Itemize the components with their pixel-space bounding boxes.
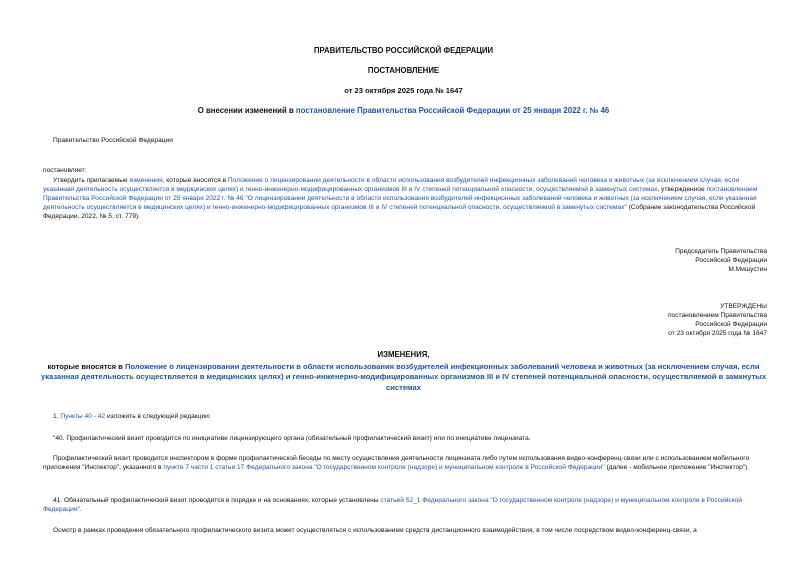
paragraph-visit-form	[43, 454, 770, 472]
changes-title: ИЗМЕНЕНИЯ,	[377, 350, 430, 359]
changes-subtitle	[40, 362, 767, 393]
approve-paragraph	[43, 176, 770, 221]
approved-label: УТВЕРЖДЕНЫ	[720, 303, 767, 310]
item-1	[43, 412, 770, 421]
approve-text-2: , которые вносятся в	[162, 177, 228, 184]
changes-subtitle-prefix: которые вносятся в	[47, 362, 125, 371]
approved-by: постановлением Правительства	[667, 312, 767, 320]
visit-text-2: (далее - мобильное приложение "Инспектор").	[604, 464, 750, 472]
item-1-text: изложить в следующей редакции:	[105, 413, 211, 420]
signature-organization: Российской Федерации	[695, 257, 767, 265]
paragraph-40: "40. Профилактический визит проводится по инициативе лицензирующего органа (обязательный профилактический визит) или по инициативе лицензиата.	[53, 435, 531, 442]
changes-regulation-link[interactable]: Положение о лицензировании деятельности в области использования возбудителей инфекционных заболеваний человека и животных (за исключением случая, если указанная деятельность осуществляется в медицинских целях) и генно-инженерно-модифицированных организмов III и IV степеней потенциальной опасности, осуществляемой в замкнутых системах	[40, 362, 766, 392]
approve-text-3: , утвержденное	[657, 186, 707, 194]
document-title	[0, 106, 807, 117]
decides-text: постановляет:	[43, 167, 87, 174]
federal-law-article-17-link[interactable]: пункте 7 части 1 статьи 17 Федерального закона "О государственном контроле (надзоре) и муниципальном контроле в Российской Федерации"	[163, 464, 605, 472]
approve-text-5: (Собрание законодательства Российской Федерации, 2022, № 5, ст. 779).	[43, 204, 756, 221]
document-type: ПОСТАНОВЛЕНИЕ	[367, 66, 440, 75]
approved-date-number: от 23 октября 2025 года № 1647	[668, 330, 767, 338]
visit-text-1: Профилактический визит проводится инспектором в форме профилактической беседы по месту осуществления деятельности лицензиата либо путем использования видео-конференц-связи или с использованием мобильного приложения "Инспектор", указанного в	[43, 455, 750, 472]
article-52-1-link[interactable]: статьей 52_1 Федерального закона "О государственном контроле (надзоре) и муниципальном контроле в Российской Федерации"	[43, 497, 743, 514]
document-title-prefix: О внесении изменений в	[197, 106, 296, 115]
regulation-link[interactable]: Положение о лицензировании деятельности в области использования возбудителей инфекционных заболеваний человека и животных (за исключением случая, если указанная деятельность осуществляется в медицинских целях) и генно-инженерно-модифицированных организмов III и IV степеней потенциальной опасности, осуществляемой в замкнутых системах	[43, 177, 740, 194]
amended-resolution-link[interactable]: постановление Правительства Российской Федерации от 25 января 2022 г. № 46	[295, 106, 610, 115]
approved-stamp	[467, 302, 767, 338]
approve-text-1: Утвердить прилагаемые	[53, 177, 130, 184]
paragraph-inspection: Осмотр в рамках проведения обязательного профилактического визита может осуществляться с использованием средств дистанционного взаимодействия, в том числе посредством видео-конференц-связи, а	[53, 527, 697, 534]
signature-position: Председатель Правительства	[675, 248, 767, 255]
paragraph-41	[43, 496, 770, 514]
issuer-text: Правительство Российской Федерации	[53, 137, 173, 144]
changes-link[interactable]: изменения	[129, 177, 163, 184]
resolution-46-link[interactable]: постановлением Правительства Российской Федерации от 25 января 2022 г. № 46	[43, 186, 758, 203]
government-heading: ПРАВИТЕЛЬСТВО РОССИЙСКОЙ ФЕДЕРАЦИИ	[313, 46, 494, 55]
document-date-number: от 23 октября 2025 года № 1647	[344, 86, 463, 95]
signature-block	[467, 247, 767, 274]
points-40-42-link[interactable]: Пункты 40 - 42	[60, 413, 106, 420]
item-1-number: 1.	[53, 413, 61, 420]
approved-organization: Российской Федерации	[695, 321, 767, 329]
signature-name: М.Мишустин	[728, 266, 767, 274]
p41-text-2: .	[79, 506, 82, 514]
resolution-46-title-link[interactable]: "О лицензировании деятельности в области использования возбудителей инфекционных заболеваний человека и животных (за исключением случая, если указанная деятельность осуществляется в медицинских целях) и генно-инженерно-модифицированных организмов III и IV степеней потенциальной опасности, осуществляемой в замкнутых системах"	[43, 195, 757, 212]
p41-text-1: 41. Обязательный профилактический визит проводится в порядке и на основаниях, которые установлены	[53, 497, 381, 504]
